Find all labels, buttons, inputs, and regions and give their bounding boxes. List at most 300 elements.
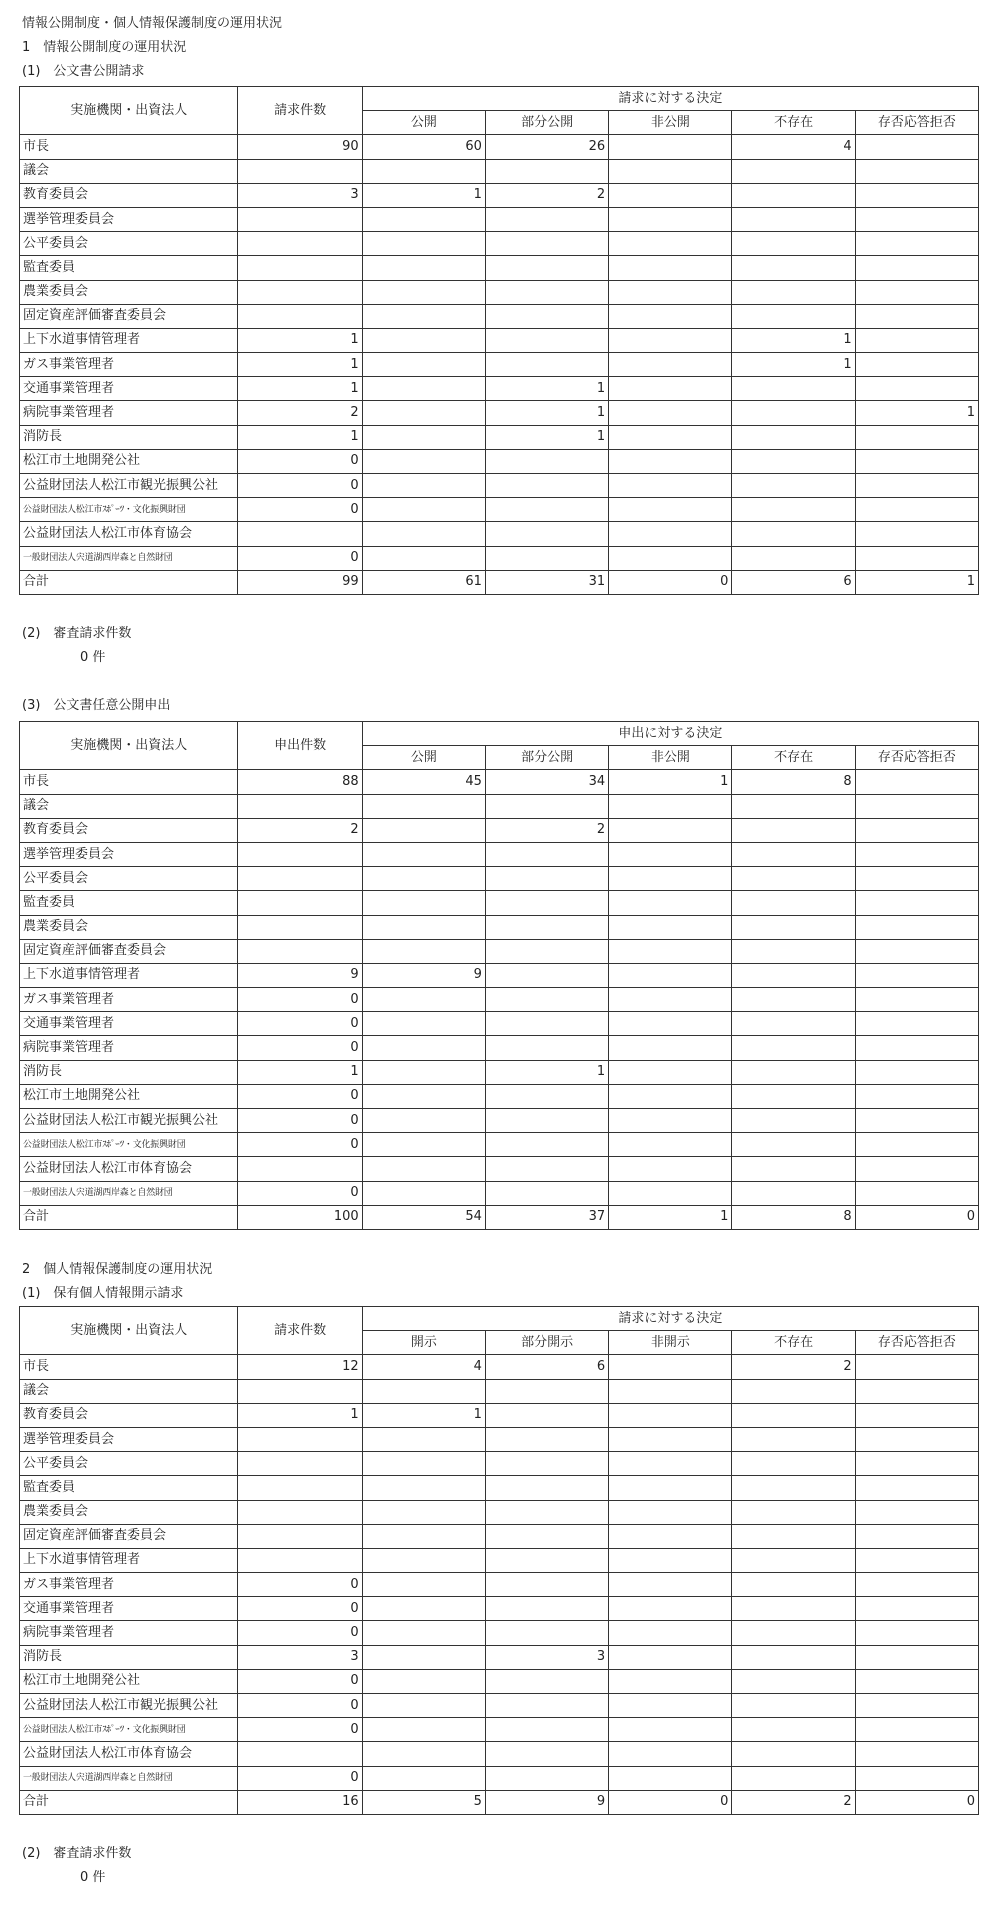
row-value	[732, 842, 855, 866]
row-value	[855, 818, 978, 842]
row-value	[855, 1766, 978, 1790]
header-count: 請求件数	[238, 87, 362, 135]
header-decision-col: 不存在	[732, 111, 855, 135]
row-value	[732, 1742, 855, 1766]
table-row	[20, 522, 979, 546]
row-label: 交通事業管理者	[20, 1012, 238, 1036]
row-value: 1	[238, 328, 362, 352]
table-row	[20, 159, 979, 183]
row-value	[732, 1573, 855, 1597]
row-value	[609, 183, 732, 207]
row-value	[362, 1621, 485, 1645]
row-value	[855, 546, 978, 570]
row-value	[485, 1109, 608, 1133]
row-value	[485, 891, 608, 915]
table-row	[20, 1181, 979, 1205]
header-decision-col: 公開	[362, 111, 485, 135]
row-value	[238, 1742, 362, 1766]
personal-info-disclosure-table	[19, 1306, 979, 1815]
row-value	[732, 1060, 855, 1084]
row-value	[238, 1548, 362, 1572]
row-value: 2	[238, 401, 362, 425]
row-value	[485, 794, 608, 818]
table-row	[20, 1669, 979, 1693]
row-value	[485, 353, 608, 377]
row-value	[362, 891, 485, 915]
row-value: 34	[485, 770, 608, 794]
row-value	[362, 159, 485, 183]
row-value	[855, 1669, 978, 1693]
row-value	[732, 1718, 855, 1742]
section-2-1-heading: (1) 保有個人情報開示請求	[22, 1286, 184, 1301]
row-value	[732, 1012, 855, 1036]
row-value	[855, 1597, 978, 1621]
row-value: 9	[238, 963, 362, 987]
row-value	[855, 183, 978, 207]
row-value	[855, 377, 978, 401]
row-value	[485, 280, 608, 304]
row-value	[855, 867, 978, 891]
row-label: 固定資産評価審査委員会	[20, 304, 238, 328]
row-value: 0	[238, 474, 362, 498]
row-value	[609, 474, 732, 498]
header-decision-col: 存否応答拒否	[855, 1331, 978, 1355]
header-decision-col: 不存在	[732, 746, 855, 770]
table-row	[20, 183, 979, 207]
row-value	[485, 1766, 608, 1790]
row-value	[238, 1500, 362, 1524]
row-label: 市長	[20, 770, 238, 794]
row-value	[238, 794, 362, 818]
row-value	[855, 1379, 978, 1403]
table-row	[20, 1597, 979, 1621]
header-decision-col: 非開示	[609, 1331, 732, 1355]
page-title: 情報公開制度・個人情報保護制度の運用状況	[22, 16, 283, 31]
table-row	[20, 135, 979, 159]
table-row	[20, 1403, 979, 1427]
row-value	[485, 1427, 608, 1451]
row-value	[362, 818, 485, 842]
row-value: 2	[485, 818, 608, 842]
row-value	[732, 304, 855, 328]
table-row	[20, 1573, 979, 1597]
table-row	[20, 842, 979, 866]
row-value	[485, 474, 608, 498]
row-value: 0	[238, 1109, 362, 1133]
row-value	[609, 1766, 732, 1790]
table-row	[20, 1205, 979, 1229]
row-value	[609, 1718, 732, 1742]
voluntary-disclosure-table	[19, 721, 979, 1230]
table-row	[20, 353, 979, 377]
section-1-3-heading: (3) 公文書任意公開申出	[22, 698, 171, 713]
row-value	[238, 207, 362, 231]
row-value	[609, 794, 732, 818]
row-value	[362, 207, 485, 231]
row-value: 0	[238, 1012, 362, 1036]
row-value	[732, 1403, 855, 1427]
row-value	[732, 280, 855, 304]
row-value	[855, 915, 978, 939]
row-value: 1	[238, 377, 362, 401]
row-value	[855, 1181, 978, 1205]
row-value	[238, 232, 362, 256]
row-label: 公益財団法人松江市体育協会	[20, 1742, 238, 1766]
row-value	[732, 1427, 855, 1451]
row-value: 0	[238, 1133, 362, 1157]
row-label: 監査委員	[20, 891, 238, 915]
row-value: 2	[732, 1790, 855, 1814]
row-label: 公平委員会	[20, 232, 238, 256]
row-value	[855, 232, 978, 256]
row-label: 一般財団法人宍道湖西岸森と自然財団	[20, 546, 238, 570]
row-value	[732, 1597, 855, 1621]
row-value	[732, 449, 855, 473]
section-1-2-value: 0 件	[80, 650, 106, 665]
row-value: 1	[238, 353, 362, 377]
table-row	[20, 1694, 979, 1718]
table-row	[20, 401, 979, 425]
row-value	[732, 794, 855, 818]
row-value	[855, 1548, 978, 1572]
row-label: 消防長	[20, 1060, 238, 1084]
row-value	[732, 1109, 855, 1133]
row-value	[855, 963, 978, 987]
row-label: 公益財団法人松江市観光振興公社	[20, 1694, 238, 1718]
row-value	[485, 1500, 608, 1524]
row-value: 1	[485, 377, 608, 401]
row-value	[855, 328, 978, 352]
table-row	[20, 1109, 979, 1133]
header-decision-col: 非公開	[609, 111, 732, 135]
table-row	[20, 1084, 979, 1108]
row-value	[362, 1379, 485, 1403]
row-value	[362, 1597, 485, 1621]
row-value: 8	[732, 770, 855, 794]
row-value	[609, 1500, 732, 1524]
row-value	[609, 1427, 732, 1451]
table-row	[20, 1766, 979, 1790]
row-value: 90	[238, 135, 362, 159]
row-value	[732, 1157, 855, 1181]
row-label: 公平委員会	[20, 867, 238, 891]
table-row	[20, 474, 979, 498]
row-value	[609, 546, 732, 570]
row-value	[362, 1766, 485, 1790]
row-label: 公益財団法人松江市ｽﾎﾟｰﾂ・文化振興財団	[20, 1133, 238, 1157]
row-value: 0	[238, 498, 362, 522]
row-value	[362, 988, 485, 1012]
row-value	[855, 498, 978, 522]
row-value	[238, 1524, 362, 1548]
row-value: 1	[609, 1205, 732, 1229]
row-value	[609, 867, 732, 891]
row-value: 0	[609, 1790, 732, 1814]
row-value	[485, 963, 608, 987]
header-decision-col: 公開	[362, 746, 485, 770]
row-value	[362, 1573, 485, 1597]
row-value	[609, 1012, 732, 1036]
table-row	[20, 818, 979, 842]
row-value	[609, 818, 732, 842]
row-value	[609, 232, 732, 256]
row-value	[609, 1669, 732, 1693]
row-value: 54	[362, 1205, 485, 1229]
row-value	[609, 1452, 732, 1476]
row-value	[362, 1718, 485, 1742]
row-label: 選挙管理委員会	[20, 842, 238, 866]
row-value	[362, 304, 485, 328]
row-label: 監査委員	[20, 256, 238, 280]
row-value: 3	[238, 183, 362, 207]
row-value	[362, 1476, 485, 1500]
row-value	[609, 1355, 732, 1379]
row-value: 0	[238, 1573, 362, 1597]
row-value	[732, 1036, 855, 1060]
header-decision-col: 不存在	[732, 1331, 855, 1355]
row-label: 公益財団法人松江市ｽﾎﾟｰﾂ・文化振興財団	[20, 498, 238, 522]
row-label: 教育委員会	[20, 1403, 238, 1427]
row-value: 1	[855, 401, 978, 425]
table-row	[20, 915, 979, 939]
row-label: 議会	[20, 1379, 238, 1403]
row-value	[362, 842, 485, 866]
row-value	[732, 256, 855, 280]
table-row	[20, 570, 979, 594]
header-count: 請求件数	[238, 1307, 362, 1355]
row-value: 2	[238, 818, 362, 842]
table-row	[20, 1157, 979, 1181]
row-value: 1	[362, 1403, 485, 1427]
row-label: 上下水道事情管理者	[20, 328, 238, 352]
row-value	[855, 1403, 978, 1427]
row-value	[609, 280, 732, 304]
table-row	[20, 1548, 979, 1572]
row-value	[238, 867, 362, 891]
row-value	[485, 498, 608, 522]
row-label: 議会	[20, 159, 238, 183]
table-row	[20, 207, 979, 231]
header-agency: 実施機関・出資法人	[20, 722, 238, 770]
row-value	[362, 498, 485, 522]
section-2-2-heading: (2) 審査請求件数	[22, 1846, 132, 1861]
row-value: 8	[732, 1205, 855, 1229]
row-value	[485, 1524, 608, 1548]
row-value	[238, 842, 362, 866]
row-value	[362, 1500, 485, 1524]
row-value: 6	[732, 570, 855, 594]
row-value	[609, 135, 732, 159]
row-value	[485, 842, 608, 866]
row-value	[609, 915, 732, 939]
row-value	[732, 474, 855, 498]
header-decision-group: 請求に対する決定	[362, 1307, 978, 1331]
table-row	[20, 1476, 979, 1500]
row-value	[485, 1036, 608, 1060]
table-row	[20, 891, 979, 915]
row-value	[609, 1181, 732, 1205]
row-label: 一般財団法人宍道湖西岸森と自然財団	[20, 1766, 238, 1790]
row-value: 1	[238, 1403, 362, 1427]
row-value: 1	[485, 1060, 608, 1084]
row-value: 1	[362, 183, 485, 207]
row-value	[855, 770, 978, 794]
row-value	[732, 915, 855, 939]
row-value: 0	[238, 1181, 362, 1205]
row-value	[855, 1500, 978, 1524]
row-value	[362, 1084, 485, 1108]
header-decision-col: 存否応答拒否	[855, 746, 978, 770]
table-row	[20, 304, 979, 328]
row-value	[485, 1621, 608, 1645]
row-value	[609, 988, 732, 1012]
row-value	[485, 1694, 608, 1718]
row-value	[855, 1355, 978, 1379]
row-value	[238, 939, 362, 963]
row-label: 公平委員会	[20, 1452, 238, 1476]
row-label: 農業委員会	[20, 280, 238, 304]
row-value	[732, 1621, 855, 1645]
row-value	[855, 1694, 978, 1718]
row-value	[362, 1109, 485, 1133]
table-row	[20, 988, 979, 1012]
row-value: 0	[238, 1084, 362, 1108]
row-label: 合計	[20, 1790, 238, 1814]
table-row	[20, 1645, 979, 1669]
row-value	[485, 232, 608, 256]
row-value	[362, 1452, 485, 1476]
row-label: 市長	[20, 1355, 238, 1379]
row-value	[855, 1133, 978, 1157]
row-value: 45	[362, 770, 485, 794]
row-value: 0	[238, 1597, 362, 1621]
row-value: 0	[238, 449, 362, 473]
row-value	[609, 939, 732, 963]
row-label: 公益財団法人松江市体育協会	[20, 1157, 238, 1181]
row-value: 3	[238, 1645, 362, 1669]
row-value	[485, 1597, 608, 1621]
row-value	[362, 1742, 485, 1766]
row-value	[485, 1181, 608, 1205]
header-decision-col: 存否応答拒否	[855, 111, 978, 135]
row-value	[485, 939, 608, 963]
row-value	[362, 939, 485, 963]
table-row	[20, 546, 979, 570]
row-value	[362, 794, 485, 818]
row-label: 交通事業管理者	[20, 377, 238, 401]
table-row	[20, 1790, 979, 1814]
row-label: 選挙管理委員会	[20, 1427, 238, 1451]
row-value	[609, 522, 732, 546]
row-value	[362, 915, 485, 939]
row-value: 4	[362, 1355, 485, 1379]
row-value	[855, 1084, 978, 1108]
row-value	[362, 1157, 485, 1181]
row-value	[238, 1452, 362, 1476]
table-row	[20, 770, 979, 794]
row-value	[732, 818, 855, 842]
row-value	[855, 304, 978, 328]
row-value	[485, 449, 608, 473]
row-value: 1	[485, 425, 608, 449]
section-1-2-heading: (2) 審査請求件数	[22, 626, 132, 641]
row-value	[609, 1036, 732, 1060]
row-label: 消防長	[20, 425, 238, 449]
row-value	[855, 159, 978, 183]
row-value: 0	[238, 988, 362, 1012]
row-value	[485, 1573, 608, 1597]
row-value	[855, 1645, 978, 1669]
row-value	[362, 1645, 485, 1669]
row-value	[855, 353, 978, 377]
row-value	[855, 474, 978, 498]
row-value	[732, 1379, 855, 1403]
row-value	[485, 1403, 608, 1427]
row-value	[855, 449, 978, 473]
row-value	[362, 280, 485, 304]
row-value	[362, 1060, 485, 1084]
row-value	[855, 1524, 978, 1548]
row-value	[362, 1694, 485, 1718]
row-value	[609, 1379, 732, 1403]
row-value	[485, 988, 608, 1012]
row-value	[732, 207, 855, 231]
row-value	[485, 1133, 608, 1157]
row-value	[485, 1157, 608, 1181]
row-value: 31	[485, 570, 608, 594]
row-value	[855, 842, 978, 866]
row-value	[362, 474, 485, 498]
table-row	[20, 1012, 979, 1036]
header-decision-col: 部分開示	[485, 1331, 608, 1355]
row-value	[362, 353, 485, 377]
section-2-heading: 2 個人情報保護制度の運用状況	[22, 1262, 213, 1277]
row-value	[362, 377, 485, 401]
row-value	[609, 256, 732, 280]
table-row	[20, 1060, 979, 1084]
row-value	[609, 1524, 732, 1548]
row-value: 0	[238, 1766, 362, 1790]
row-value	[362, 867, 485, 891]
row-value	[485, 304, 608, 328]
row-value	[238, 1379, 362, 1403]
header-agency: 実施機関・出資法人	[20, 87, 238, 135]
row-value	[609, 963, 732, 987]
row-label: 固定資産評価審査委員会	[20, 939, 238, 963]
row-label: 市長	[20, 135, 238, 159]
table-row	[20, 1500, 979, 1524]
row-label: 合計	[20, 1205, 238, 1229]
row-label: ガス事業管理者	[20, 353, 238, 377]
row-value	[485, 1548, 608, 1572]
row-value	[732, 232, 855, 256]
row-label: 一般財団法人宍道湖西岸森と自然財団	[20, 1181, 238, 1205]
row-label: 消防長	[20, 1645, 238, 1669]
row-value	[485, 207, 608, 231]
row-value	[732, 401, 855, 425]
section-2-2-value: 0 件	[80, 1870, 106, 1885]
row-value	[362, 1181, 485, 1205]
row-value	[732, 988, 855, 1012]
section-1-1-heading: (1) 公文書公開請求	[22, 64, 145, 79]
row-value: 1	[609, 770, 732, 794]
row-value	[238, 304, 362, 328]
row-value	[238, 256, 362, 280]
row-value: 1	[485, 401, 608, 425]
row-value	[855, 1742, 978, 1766]
row-value	[609, 401, 732, 425]
row-value	[609, 498, 732, 522]
